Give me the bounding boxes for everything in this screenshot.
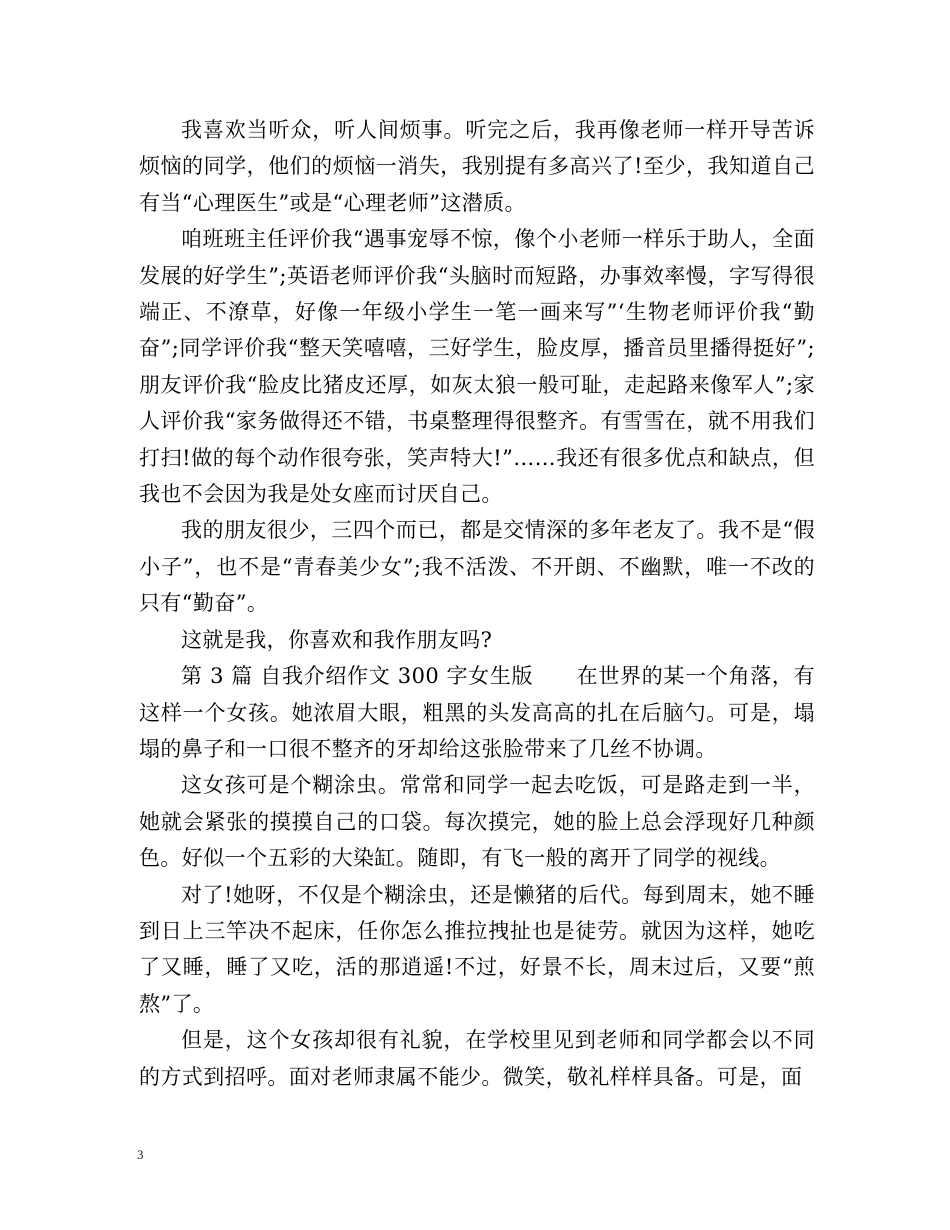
paragraph-2: 咱班班主任评价我“遇事宠辱不惊，像个小老师一样乐于助人，全面发展的好学生”;英语老师评价我“头脑时而短路，办事效率慢，字写得很端正、不潦草，好像一年级小学生一笔一画来写”‘生物老师评价我“勤奋”;同学评价我“整天笑嘻嘻，三好学生，脸皮厚，播音员里播得挺好”;朋友评价我“脸皮比猪皮还厚，如灰太狼一般可耻，走起路来像军人”;家人评价我“家务做得还不错，书桌整理得很整齐。有雪雪在，就不用我们打扫!做的每个动作很夸张，笑声特大!”……我还有很多优点和缺点，但我也不会因为我是处女座而讨厌自己。 xyxy=(139,227,815,507)
paragraph-5: 第 3 篇 自我介绍作文 300 字女生版 在世界的某一个角落，有这样一个女孩。她浓眉大眼，粗黑的头发高高的扎在后脑勺。可是，塌塌的鼻子和一口很不整齐的牙却给这张脸带来了几丝不协调。 xyxy=(139,664,815,761)
page-number: 3 xyxy=(137,1147,144,1162)
paragraph-3: 我的朋友很少，三四个而已，都是交情深的多年老友了。我不是“假小子”，也不是“青春美少女”;我不活泼、不开朗、不幽默，唯一不改的只有“勤奋”。 xyxy=(139,518,815,616)
paragraph-8: 但是，这个女孩却很有礼貌，在学校里见到老师和同学都会以不同的方式到招呼。面对老师隶属不能少。微笑，敬礼样样具备。可是，面 xyxy=(139,1028,815,1089)
document-body xyxy=(139,112,815,1095)
paragraph-7: 对了!她呀，不仅是个糊涂虫，还是懒猪的后代。每到周末，她不睡到日上三竿决不起床，任你怎么推拉拽扯也是徒劳。就因为这样，她吃了又睡，睡了又吃，活的那逍遥!不过，好景不长，周末过后，又要“煎熬”了。 xyxy=(139,882,815,1016)
paragraph-4: 这就是我，你喜欢和我作朋友吗? xyxy=(181,627,493,652)
paragraph-1: 我喜欢当听众，听人间烦事。听完之后，我再像老师一样开导苦诉烦恼的同学，他们的烦恼一消失，我别提有多高兴了!至少，我知道自己有当“心理医生”或是“心理老师”这潜质。 xyxy=(139,118,815,215)
paragraph-6: 这女孩可是个糊涂虫。常常和同学一起去吃饭，可是路走到一半，她就会紧张的摸摸自己的口袋。每次摸完，她的脸上总会浮现好几种颜色。好似一个五彩的大染缸。随即，有飞一般的离开了同学的视线。 xyxy=(139,773,815,871)
